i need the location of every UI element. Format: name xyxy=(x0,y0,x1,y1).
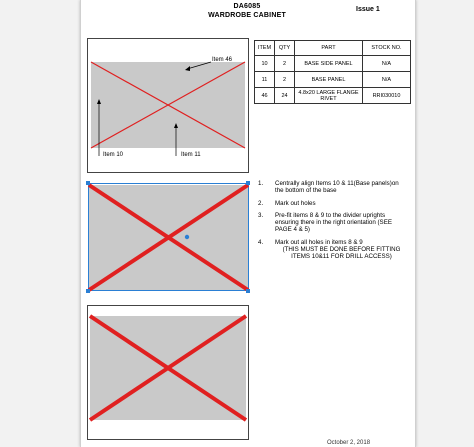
table-row xyxy=(255,72,411,88)
cell-item: 11 xyxy=(255,72,275,88)
callout-item46: Item 46 xyxy=(212,57,233,63)
step-text: Mark out holes xyxy=(275,199,316,207)
cell-stock-no: RRI030010 xyxy=(363,88,411,104)
cell-qty: 24 xyxy=(275,88,295,104)
parts-table-header-row xyxy=(255,41,411,56)
list-item xyxy=(258,239,408,261)
instruction-steps xyxy=(258,180,408,266)
cell-part: 4.8x20 LARGE FLANGE RIVET xyxy=(295,88,363,104)
resize-handle-bottom-right[interactable] xyxy=(246,289,250,293)
list-item xyxy=(258,180,408,195)
image-placeholder-2[interactable] xyxy=(89,185,248,290)
document-code: DA6085 xyxy=(233,3,261,10)
step-number: 1. xyxy=(258,180,264,187)
step-text: Pre-fit items 8 & 9 to the divider uprights ensuring there in the right orientation (SEE PAGE 4 & 5) xyxy=(275,211,392,234)
table-row xyxy=(255,88,411,104)
cell-item: 46 xyxy=(255,88,275,104)
list-item xyxy=(258,200,408,207)
step-note: (THIS MUST BE DONE BEFORE FITTING ITEMS 10&11 FOR DRILL ACCESS) xyxy=(282,246,401,261)
cell-part: BASE SIDE PANEL xyxy=(295,56,363,72)
resize-handle-bottom-left[interactable] xyxy=(86,289,90,293)
cell-qty: 2 xyxy=(275,56,295,72)
col-header-qty: QTY xyxy=(275,41,295,56)
step-text-wrap xyxy=(275,239,408,261)
step-number: 2. xyxy=(258,199,264,207)
cell-item: 10 xyxy=(255,56,275,72)
document-title: WARDROBE CABINET xyxy=(208,12,286,19)
parts-table xyxy=(254,40,411,104)
image-placeholder-3 xyxy=(90,316,246,420)
col-header-item: ITEM xyxy=(255,41,275,56)
rotation-handle[interactable] xyxy=(185,235,189,239)
col-header-stock-no: STOCK NO. xyxy=(363,41,411,56)
list-item xyxy=(258,212,408,234)
footer-date: October 2, 2018 xyxy=(327,440,371,446)
step-number: 3. xyxy=(258,211,264,219)
image-placeholder-1 xyxy=(91,62,245,148)
cell-qty: 2 xyxy=(275,72,295,88)
cell-part: BASE PANEL xyxy=(295,72,363,88)
col-header-part: PART xyxy=(295,41,363,56)
callout-item11: Item 11 xyxy=(181,152,201,158)
table-row xyxy=(255,56,411,72)
cell-stock-no: N/A xyxy=(363,72,411,88)
step-number: 4. xyxy=(258,238,264,246)
resize-handle-top-right[interactable] xyxy=(246,181,250,185)
callout-item10: Item 10 xyxy=(103,152,124,158)
cell-stock-no: N/A xyxy=(363,56,411,72)
issue-label: Issue 1 xyxy=(356,6,380,13)
step-text: Mark out all holes in items 8 & 9 xyxy=(275,238,363,246)
resize-handle-top-left[interactable] xyxy=(86,181,90,185)
step-text: Centrally align Items 10 & 11(Base panels)on the bottom of the base xyxy=(275,180,399,195)
